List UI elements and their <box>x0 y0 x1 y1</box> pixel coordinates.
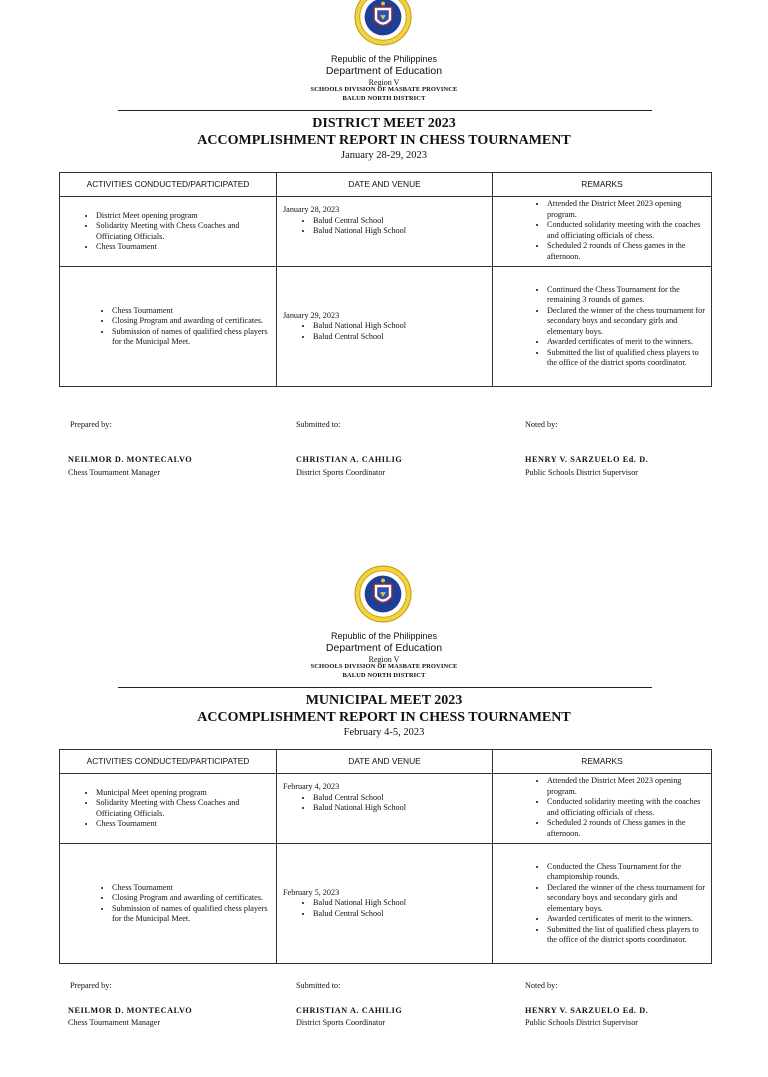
signatory-label: Prepared by: <box>70 981 112 990</box>
list-item: • Scheduled 2 rounds of Chess games in the afternoon. <box>547 241 705 262</box>
date-venue-cell <box>277 197 493 267</box>
header-department: Department of Education <box>325 65 443 77</box>
list-item: • Attended the District Meet 2023 opening program. <box>547 776 705 797</box>
list-item: • Scheduled 2 rounds of Chess games in the afternoon. <box>547 818 705 839</box>
list-item: • Solidarity Meeting with Chess Coaches and Officiating Officials. <box>96 798 270 819</box>
list-item: • Submitted the list of qualified chess players to the office of the district sports coordinator. <box>547 925 705 946</box>
signatory-noted <box>525 420 649 477</box>
table-row <box>60 197 712 267</box>
list-item: • Chess Tournament <box>96 242 270 253</box>
column-header-activities: ACTIVITIES CONDUCTED/PARTICIPATED <box>60 173 277 197</box>
report-dates: January 28-29, 2023 <box>340 150 428 161</box>
table-header-row <box>60 750 712 774</box>
activities-cell <box>60 267 277 387</box>
list-item: • Chess Tournament <box>112 306 270 317</box>
report-subtitle: ACCOMPLISHMENT REPORT IN CHESS TOURNAMENT <box>197 133 571 148</box>
list-item: • Balud National High School <box>313 803 486 814</box>
list-item: • Balud Central School <box>313 332 486 343</box>
signatory-name: NEILMOR D. MONTECALVO <box>68 455 193 464</box>
list-item: • Attended the District Meet 2023 opening program. <box>547 199 705 220</box>
list-item: • District Meet opening program <box>96 211 270 222</box>
list-item: • Conducted solidarity meeting with the coaches and officiating officials of chess. <box>547 797 705 818</box>
table-row <box>60 774 712 844</box>
report-page-district <box>0 0 768 512</box>
list-item: • Submission of names of qualified chess players for the Municipal Meet. <box>112 327 270 348</box>
signatory-role: District Sports Coordinator <box>296 1018 386 1027</box>
signatory-role: Public Schools District Supervisor <box>525 1018 639 1027</box>
signatory-submitted <box>296 981 403 1027</box>
header-department: Department of Education <box>325 642 443 654</box>
signatory-name: NEILMOR D. MONTECALVO <box>68 1006 193 1015</box>
list-item: • Declared the winner of the chess tournament for secondary boys and secondary girls and elementary boys. <box>547 306 705 338</box>
list-item: • Closing Program and awarding of certificates. <box>112 893 270 904</box>
header-district: BALUD NORTH DISTRICT <box>342 95 426 102</box>
signatory-label: Noted by: <box>525 981 558 990</box>
list-item: • Submitted the list of qualified chess players to the office of the district sports coordinator. <box>547 348 705 369</box>
signatory-name: CHRISTIAN A. CAHILIG <box>296 1006 403 1015</box>
remarks-cell <box>493 197 712 267</box>
header-region: Region V <box>368 655 400 664</box>
list-item: • Solidarity Meeting with Chess Coaches and Officiating Officials. <box>96 221 270 242</box>
signatory-role: Chess Tournament Manager <box>68 1018 161 1027</box>
remarks-cell <box>493 774 712 844</box>
event-date: January 29, 2023 <box>283 310 340 320</box>
list-item: • Chess Tournament <box>112 883 270 894</box>
signatory-submitted <box>296 420 403 477</box>
table-row <box>60 844 712 964</box>
list-item: • Balud National High School <box>313 898 486 909</box>
activities-cell <box>60 197 277 267</box>
column-header-remarks: REMARKS <box>493 173 712 197</box>
signatory-name: HENRY V. SARZUELO Ed. D. <box>525 455 649 464</box>
signatory-prepared <box>68 420 193 477</box>
signatory-prepared <box>68 981 193 1027</box>
signatory-noted <box>525 981 649 1027</box>
list-item: • Awarded certificates of merit to the winners. <box>547 337 705 348</box>
list-item: • Conducted solidarity meeting with the coaches and officiating officials of chess. <box>547 220 705 241</box>
list-item: • Submission of names of qualified chess players for the Municipal Meet. <box>112 904 270 925</box>
signatory-name: HENRY V. SARZUELO Ed. D. <box>525 1006 649 1015</box>
accomplishment-table <box>59 749 712 964</box>
list-item: • Balud Central School <box>313 216 486 227</box>
list-item: • Awarded certificates of merit to the winners. <box>547 914 705 925</box>
list-item: • Municipal Meet opening program <box>96 788 270 799</box>
event-date: January 28, 2023 <box>283 205 340 214</box>
deped-seal-icon <box>354 565 412 623</box>
date-venue-cell <box>277 774 493 844</box>
header-district: BALUD NORTH DISTRICT <box>342 672 426 679</box>
column-header-date-venue: DATE AND VENUE <box>277 173 493 197</box>
event-date: February 5, 2023 <box>283 887 340 897</box>
date-venue-cell <box>277 267 493 387</box>
list-item: • Balud National High School <box>313 321 486 332</box>
report-page-municipal <box>0 565 768 1077</box>
activities-cell <box>60 844 277 964</box>
report-title: MUNICIPAL MEET 2023 <box>305 693 463 708</box>
date-venue-cell <box>277 844 493 964</box>
accomplishment-table <box>59 172 712 387</box>
list-item: • Balud Central School <box>313 793 486 804</box>
signatory-label: Submitted to: <box>296 420 341 429</box>
signatory-label: Noted by: <box>525 420 558 429</box>
signatory-role: Public Schools District Supervisor <box>525 468 639 477</box>
header-divider <box>118 687 652 688</box>
header-division: SCHOOLS DIVISION OF MASBATE PROVINCE <box>310 663 458 670</box>
remarks-cell <box>493 844 712 964</box>
header-republic: Republic of the Philippines <box>330 54 438 64</box>
signatory-role: District Sports Coordinator <box>296 468 386 477</box>
report-subtitle: ACCOMPLISHMENT REPORT IN CHESS TOURNAMENT <box>197 710 571 725</box>
list-item: • Balud National High School <box>313 226 486 237</box>
signatory-label: Prepared by: <box>70 420 112 429</box>
header-republic: Republic of the Philippines <box>330 631 438 641</box>
remarks-cell <box>493 267 712 387</box>
signatory-name: CHRISTIAN A. CAHILIG <box>296 455 403 464</box>
list-item: • Balud Central School <box>313 909 486 920</box>
list-item: • Closing Program and awarding of certificates. <box>112 316 270 327</box>
column-header-date-venue: DATE AND VENUE <box>277 750 493 774</box>
report-dates: February 4-5, 2023 <box>343 727 425 738</box>
report-title: DISTRICT MEET 2023 <box>312 116 456 131</box>
deped-seal-icon <box>354 0 412 46</box>
column-header-activities: ACTIVITIES CONDUCTED/PARTICIPATED <box>60 750 277 774</box>
list-item: • Chess Tournament <box>96 819 270 830</box>
signatory-role: Chess Tournament Manager <box>68 468 161 477</box>
header-region: Region V <box>368 78 400 87</box>
list-item: • Conducted the Chess Tournament for the championship rounds. <box>547 862 705 883</box>
table-header-row <box>60 173 712 197</box>
activities-cell <box>60 774 277 844</box>
table-row <box>60 267 712 387</box>
header-divider <box>118 110 652 111</box>
column-header-remarks: REMARKS <box>493 750 712 774</box>
event-date: February 4, 2023 <box>283 782 340 791</box>
list-item: • Declared the winner of the chess tournament for secondary boys and secondary girls and elementary boys. <box>547 883 705 915</box>
list-item: • Continued the Chess Tournament for the remaining 3 rounds of games. <box>547 285 705 306</box>
signatory-label: Submitted to: <box>296 981 341 990</box>
header-division: SCHOOLS DIVISION OF MASBATE PROVINCE <box>310 86 458 93</box>
